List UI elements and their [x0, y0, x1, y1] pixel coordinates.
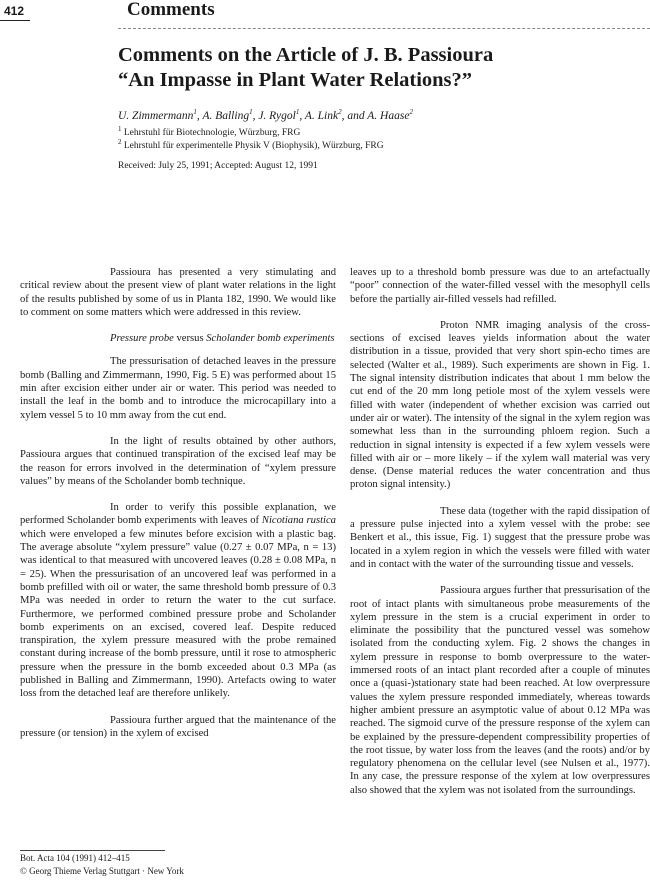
- subheading-part: Scholander bomb experiments: [206, 333, 335, 345]
- author-separator: ,: [299, 109, 305, 122]
- affiliation-2: [118, 138, 384, 151]
- subheading: [20, 332, 336, 345]
- copyright-notice: © Georg Thieme Verlag Stuttgart · New York: [20, 866, 184, 876]
- author-name: U. Zimmermann: [118, 109, 194, 122]
- paragraph: Passioura further argued that the maintenance of the pressure (or tension) in the xylem of excised: [20, 714, 336, 739]
- body-column-left: [20, 266, 336, 753]
- subheading-part: versus: [173, 333, 207, 345]
- header-rule: [118, 28, 650, 29]
- footer-rule: [20, 850, 165, 851]
- author-name: A. Link: [304, 109, 339, 122]
- affiliation-text: Lehrstuhl für experimentelle Physik V (Biophysik), Würzburg, FRG: [123, 141, 384, 152]
- author-separator: ,: [252, 109, 259, 122]
- section-label: Comments: [127, 0, 215, 20]
- affiliation-mark: 1: [118, 125, 122, 133]
- author-affiliation-mark: 2: [409, 108, 413, 116]
- title-line-2: “An Impasse in Plant Water Relations?”: [118, 69, 473, 91]
- author-separator: ,: [196, 109, 203, 122]
- paragraph: Passioura has presented a very stimulating and critical review about the present view of plant water relations in the light of the results published by some of us in Planta 182, 1990. We would like to comment on some matters which were addressed in this review.: [20, 267, 336, 318]
- author-name: A. Balling: [202, 109, 250, 122]
- received-dates: Received: July 25, 1991; Accepted: August 12, 1991: [118, 161, 318, 171]
- author-name: A. Haase: [367, 109, 410, 122]
- author-name: J. Rygol: [258, 109, 296, 122]
- page-number: 412: [4, 4, 25, 18]
- title-line-1: Comments on the Article of J. B. Passioura: [118, 44, 494, 66]
- affiliation-text: Lehrstuhl für Biotechnologie, Würzburg, FRG: [123, 128, 301, 139]
- text-run: In order to verify this possible explanation, we performed Scholander bomb experiments with leaves of: [20, 502, 336, 527]
- paragraph: Passioura argues further that pressurisation of the root of intact plants with simultaneous probe measurements of the xylem pressure in the stem is a crucial experiment in order to eliminate the possibility that the punctured vessel was somehow isolated from the conducting xylem. Fig. 2 shows the changes in xylem pressure in response to bomb overpressure to the water-immersed roots of an intact plant recorded after a couple of minutes once a (quasi-)stationary state had been reached. At low overpressure values the xylem pressure responded immediately, whereas towards higher ambient pressure an asymptotic value of about 0.12 MPa was reached. The sigmoid curve of the pressure response of the xylem can be explained by the pressure-dependent compressibility properties of the root tissue, by water loss from the leaves (and the roots) and/or by regulatory phenomena on the cellular level (see Nulsen et al., 1977). In any case, the pressure response of the xylem at low overpressures also showed that the xylem was not isolated from the surroundings.: [350, 585, 650, 796]
- journal-citation: Bot. Acta 104 (1991) 412–415: [20, 853, 130, 863]
- author-list: [118, 108, 413, 122]
- subheading-part: Pressure probe: [110, 333, 174, 345]
- paragraph: In the light of results obtained by other authors, Passioura argues that continued transpiration of the excised leaf may be the reason for errors involved in the determination of “xylem pressure values” by means of the Scholander bomb technique.: [20, 435, 336, 487]
- author-affiliation-mark: 2: [338, 108, 342, 116]
- paragraph: leaves up to a threshold bomb pressure was due to an artefactually “poor” connection of the water-filled vessel with the mesophyll cells before the partially air-filled vessels had refilled.: [350, 267, 650, 305]
- article-title: [118, 43, 638, 93]
- paragraph: Proton NMR imaging analysis of the cross-sections of excised leaves yields information about the water distribution in a tissue, provided that very short spin-echo times are selected (Walter et al., 1989). Such experiments are shown in Fig. 1. The signal intensity distribution indicates that about 1 mm below the cut end of the 20 mm long petiole most of the xylem vessels were filled with water (independent of whether excision was carried out under air or water). The intensity of the signal in the xylem region was somewhat less than in the surrounding phloem region. Such a reduction in signal intensity is expected if a few xylem vessels were filled with air or – more likely – if the xylem wall material was very dense. (Dense material reduces the water concentration and thus proton signal intensity.): [350, 319, 650, 491]
- species-name: Nicotiana rustica: [261, 515, 336, 527]
- paragraph: [20, 501, 336, 700]
- author-affiliation-mark: 1: [193, 108, 197, 116]
- author-affiliation-mark: 1: [249, 108, 253, 116]
- affiliation-1: [118, 125, 300, 138]
- paragraph: The pressurisation of detached leaves in the pressure bomb (Balling and Zimmermann, 1990, Fig. 5 E) was performed about 15 min after excision either under air or water. This period was needed to install the leaf in the bomb and to introduce the microcapillary into a xylem vessel 5 to 10 mm away from the cut end.: [20, 356, 336, 421]
- affiliation-mark: 2: [118, 138, 122, 146]
- body-column-right: [350, 266, 650, 810]
- page-number-rule: [0, 20, 30, 21]
- paragraph: These data (together with the rapid dissipation of a pressure pulse injected into a xylem vessel with the probe: see Benkert et al., this issue, Fig. 1) suggest that the pressure probe was located in a xylem region in which the vessels were filled with water and in contact with the water of the surrounding tissue and vessels.: [350, 505, 650, 570]
- author-affiliation-mark: 1: [295, 108, 300, 116]
- author-separator: , and: [341, 109, 368, 122]
- text-run: which were enveloped a few minutes before excision with a plastic bag. The average absolute “xylem pressure” value (0.27 ± 0.07 MPa, n = 13) was identical to that measured with uncovered leaves (0.28 ± 0.08 MPa, n = 25). When the pressurisation of an uncovered leaf was performed in a bomb prefilled with oil or water, the same threshold bomb pressure of 0.3 MPa was needed in order to return the water to the cut surface. Furthermore, we performed combined pressure probe and Scholander bomb experiments on an excised, covered leaf. Despite reduced transpiration, the xylem pressure measured with the probe remained constant during increase of the bomb pressure, until it rose to atmospheric pressure when the pressure in the bomb exceeded about 0.3 MPa (as published in Balling and Zimmermann, 1990). Artefacts owing to water loss from the detached leaf are therefore unlikely.: [20, 528, 336, 700]
